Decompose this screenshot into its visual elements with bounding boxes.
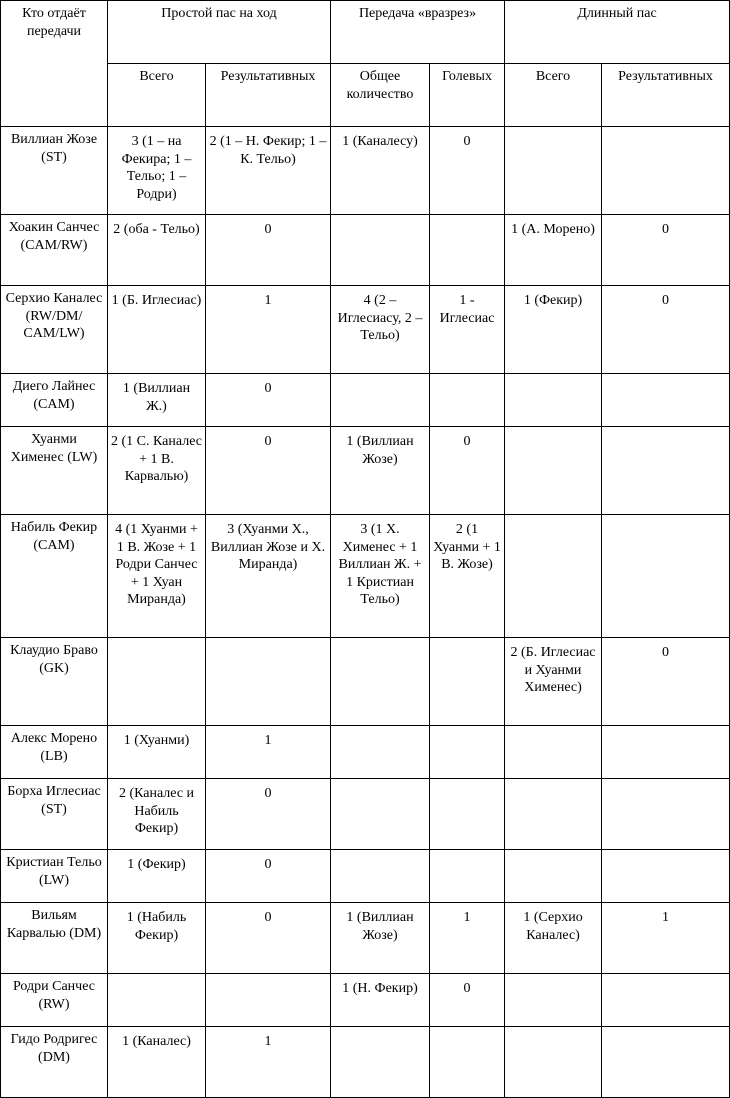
subheader-row [1,64,730,127]
long-total-cell [505,127,602,215]
through-total-cell: 1 (Виллиан Жозе) [331,903,430,974]
simple-effective-cell: 1 [206,286,331,374]
long-total-cell [505,974,602,1027]
simple-total-cell: 1 (Б. Иглесиас) [108,286,206,374]
simple-effective-cell: 0 [206,779,331,850]
through-total-cell [331,779,430,850]
long-total-cell [505,779,602,850]
simple-effective-cell: 0 [206,427,331,515]
simple-effective-cell [206,974,331,1027]
through-goal-cell [430,1027,505,1098]
long-effective-cell [602,779,730,850]
through-total-cell [331,638,430,726]
player-name: Родри Санчес (RW) [1,974,108,1027]
table-row [1,374,730,427]
long-total-cell [505,726,602,779]
simple-total-cell: 4 (1 Хуанми + 1 В. Жозе + 1 Родри Санчес + 1 Хуан Миранда) [108,515,206,638]
player-name: Серхио Каналес (RW/DM/ CAM/LW) [1,286,108,374]
through-total-cell: 1 (Виллиан Жозе) [331,427,430,515]
long-effective-cell [602,726,730,779]
simple-effective-cell: 1 [206,1027,331,1098]
simple-total-cell: 1 (Виллиан Ж.) [108,374,206,427]
header-who: Кто отдаёт передачи [1,1,108,127]
player-name: Кристиан Тельо (LW) [1,850,108,903]
long-effective-cell: 0 [602,286,730,374]
simple-total-cell: 2 (Каналес и Набиль Фекир) [108,779,206,850]
player-name: Диего Лайнес (CAM) [1,374,108,427]
simple-effective-cell: 2 (1 – Н. Фекир; 1 – К. Тельо) [206,127,331,215]
player-name: Виллиан Жозе (ST) [1,127,108,215]
long-effective-cell: 1 [602,903,730,974]
header-simple-pass: Простой пас на ход [108,1,331,64]
long-total-cell [505,850,602,903]
player-name: Хоакин Санчес (CAM/RW) [1,215,108,286]
table-row [1,779,730,850]
simple-total-cell: 3 (1 – на Фекира; 1 – Тельо; 1 – Родри) [108,127,206,215]
simple-total-cell: 1 (Фекир) [108,850,206,903]
table-row [1,638,730,726]
header-through-pass: Передача «вразрез» [331,1,505,64]
long-total-cell: 2 (Б. Иглесиас и Хуанми Хименес) [505,638,602,726]
player-name: Вильям Карвалью (DM) [1,903,108,974]
simple-effective-cell: 0 [206,850,331,903]
long-total-cell: 1 (А. Морено) [505,215,602,286]
through-total-cell [331,1027,430,1098]
simple-effective-cell: 3 (Хуанми Х., Виллиан Жозе и Х. Миранда) [206,515,331,638]
through-goal-cell: 0 [430,974,505,1027]
long-effective-cell [602,1027,730,1098]
through-goal-cell [430,726,505,779]
long-effective-cell [602,850,730,903]
simple-total-cell: 2 (оба - Тельо) [108,215,206,286]
long-effective-cell [602,374,730,427]
player-name: Хуанми Хименес (LW) [1,427,108,515]
long-effective-cell: 0 [602,638,730,726]
simple-total-cell: 2 (1 С. Каналес + 1 В. Карвалью) [108,427,206,515]
through-goal-cell: 1 [430,903,505,974]
player-name: Борха Иглесиас (ST) [1,779,108,850]
through-goal-cell [430,850,505,903]
subheader-through-goal: Голевых [430,64,505,127]
player-name: Набиль Фекир (CAM) [1,515,108,638]
table-row [1,726,730,779]
through-total-cell [331,215,430,286]
simple-effective-cell: 0 [206,903,331,974]
long-total-cell: 1 (Серхио Каналес) [505,903,602,974]
table-row [1,286,730,374]
table-row [1,903,730,974]
header-long-pass: Длинный пас [505,1,730,64]
simple-effective-cell: 1 [206,726,331,779]
through-total-cell [331,726,430,779]
long-effective-cell [602,974,730,1027]
through-total-cell: 4 (2 – Иглесиасу, 2 – Тельо) [331,286,430,374]
subheader-through-total: Общее количество [331,64,430,127]
subheader-simple-effective: Результативных [206,64,331,127]
through-goal-cell [430,374,505,427]
long-total-cell: 1 (Фекир) [505,286,602,374]
simple-total-cell [108,974,206,1027]
long-total-cell [505,374,602,427]
simple-effective-cell: 0 [206,374,331,427]
simple-effective-cell [206,638,331,726]
through-goal-cell: 2 (1 Хуанми + 1 В. Жозе) [430,515,505,638]
simple-total-cell [108,638,206,726]
long-total-cell [505,427,602,515]
simple-effective-cell: 0 [206,215,331,286]
through-goal-cell [430,779,505,850]
table-row [1,427,730,515]
long-total-cell [505,515,602,638]
simple-total-cell: 1 (Хуанми) [108,726,206,779]
table-row [1,215,730,286]
table-row [1,1027,730,1098]
long-effective-cell [602,515,730,638]
table-row [1,974,730,1027]
table-row [1,515,730,638]
long-effective-cell [602,127,730,215]
simple-total-cell: 1 (Набиль Фекир) [108,903,206,974]
through-total-cell [331,850,430,903]
through-goal-cell: 1 - Иглесиас [430,286,505,374]
through-total-cell [331,374,430,427]
player-name: Гидо Родригес (DM) [1,1027,108,1098]
player-name: Алекс Морено (LB) [1,726,108,779]
table-row [1,127,730,215]
through-goal-cell [430,638,505,726]
through-goal-cell: 0 [430,427,505,515]
long-total-cell [505,1027,602,1098]
through-total-cell: 1 (Каналесу) [331,127,430,215]
through-total-cell: 3 (1 Х. Хименес + 1 Виллиан Ж. + 1 Кристиан Тельо) [331,515,430,638]
table-row [1,850,730,903]
through-goal-cell [430,215,505,286]
through-total-cell: 1 (Н. Фекир) [331,974,430,1027]
subheader-simple-total: Всего [108,64,206,127]
long-effective-cell [602,427,730,515]
player-name: Клаудио Браво (GK) [1,638,108,726]
long-effective-cell: 0 [602,215,730,286]
through-goal-cell: 0 [430,127,505,215]
header-row [1,1,730,64]
simple-total-cell: 1 (Каналес) [108,1027,206,1098]
subheader-long-total: Всего [505,64,602,127]
subheader-long-effective: Результативных [602,64,730,127]
